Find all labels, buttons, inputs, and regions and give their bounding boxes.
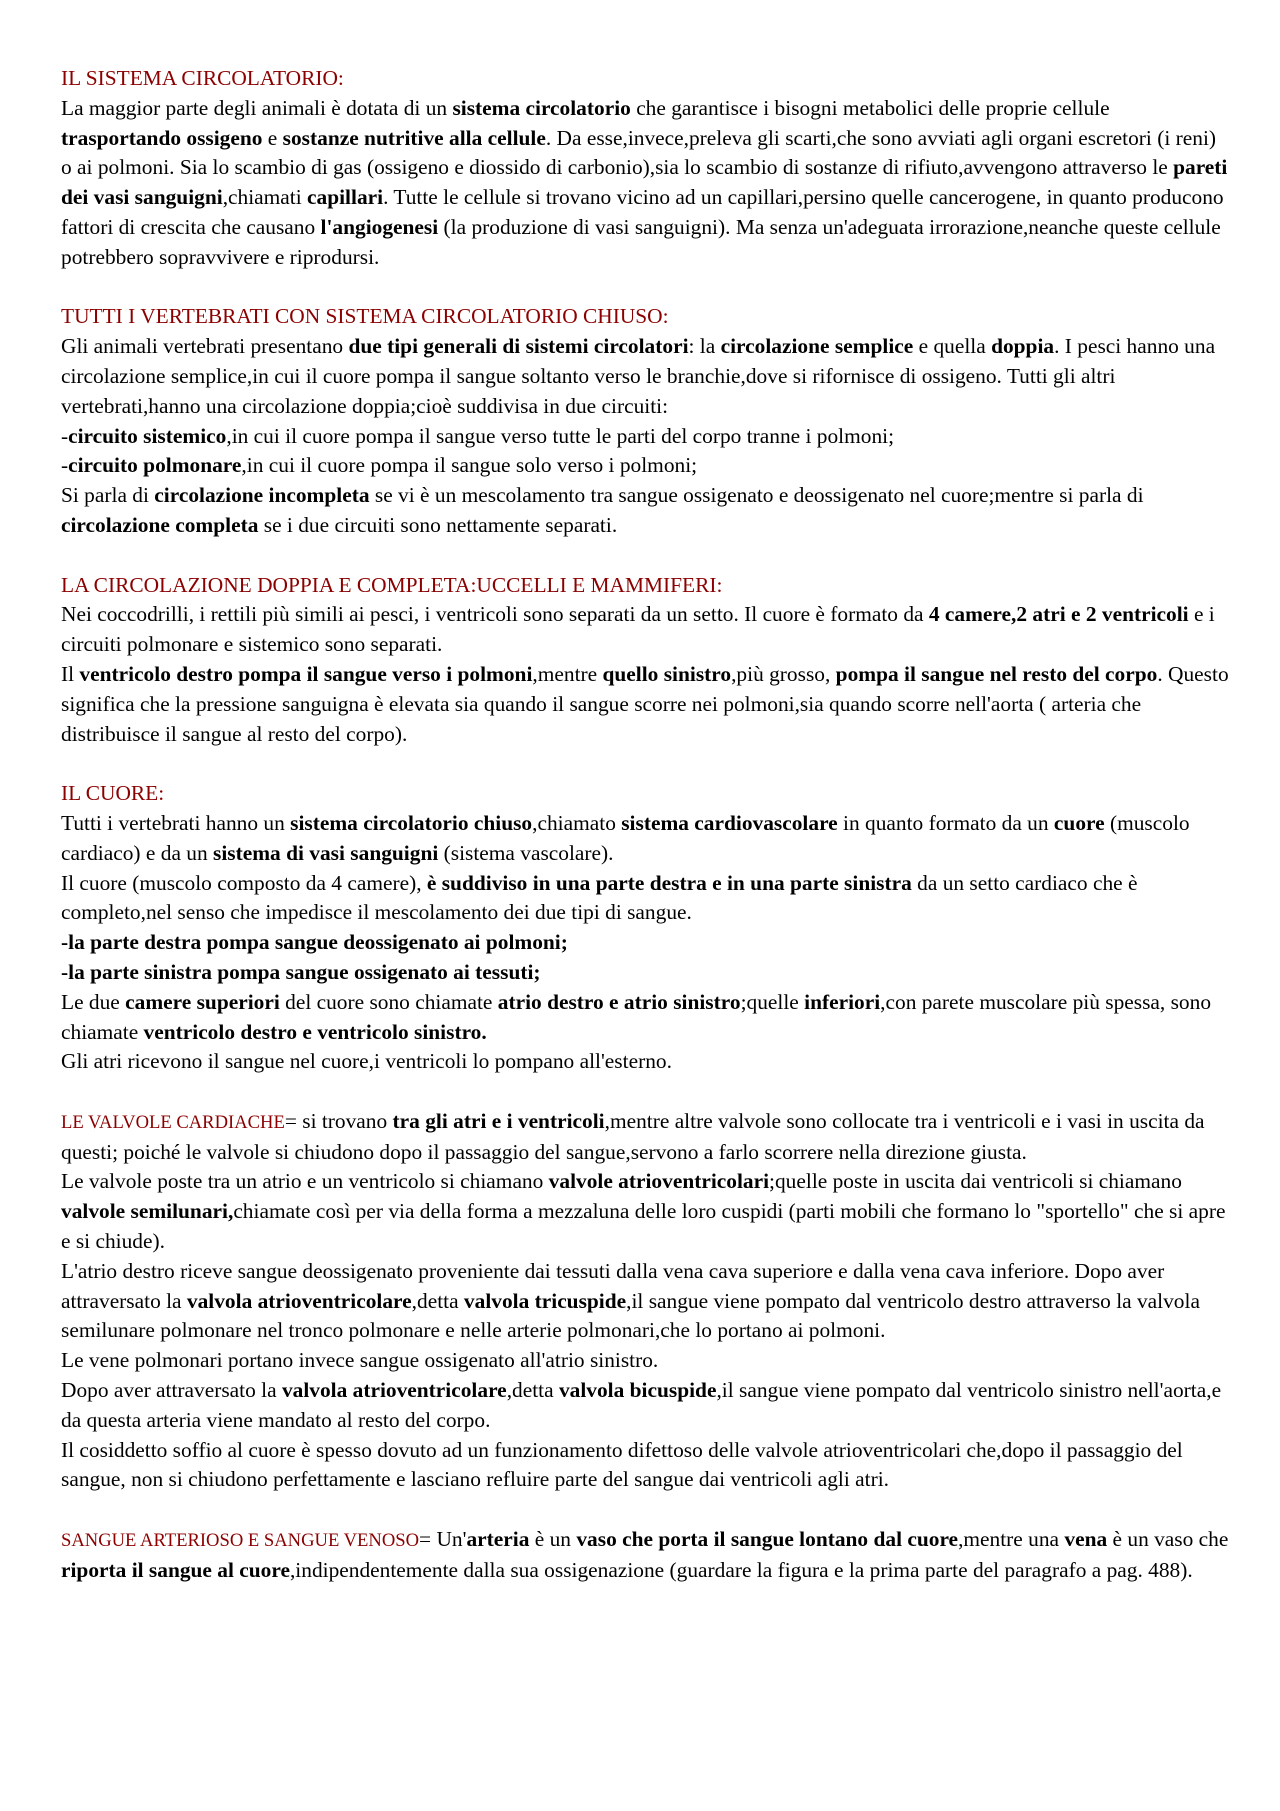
text-run: ,mentre: [532, 661, 603, 686]
section-heading: LA CIRCOLAZIONE DOPPIA E COMPLETA:UCCELLI E MAMMIFERI:: [61, 572, 723, 597]
text-run: ,chiamato: [532, 810, 622, 835]
bold-text: ventricolo destro e ventricolo sinistro.: [143, 1019, 487, 1044]
text-run: . Tutte le cellule si trovano vicino ad un capillari,persino quelle cancerogene, in quanto producono fattori di crescita che causano: [61, 185, 1224, 239]
paragraph: [61, 928, 1231, 958]
text-run: = si trovano: [284, 1108, 393, 1133]
bold-text: valvola bicuspide: [558, 1378, 717, 1403]
text-run: ,mentre altre valvole sono collocate tra i ventricoli e i vasi in uscita da questi; poiché le valvole si chiudono dopo il passaggio del sangue,servono a farlo scorrere nella direzione giusta.: [61, 1108, 1205, 1164]
text-run: . Questo significa che la pressione sanguigna è elevata sia quando il sangue scorre nei polmoni,sia quando scorre nell'aorta ( arteria che distribuisce il sangue al resto del corpo).: [61, 661, 1229, 746]
paragraph: [61, 988, 1231, 1048]
paragraph: [61, 94, 1231, 273]
text-run: è un: [529, 1527, 577, 1552]
text-run: e quella: [913, 334, 992, 359]
paragraph: [61, 1436, 1231, 1496]
text-run: ,con parete muscolare più spessa, sono chiamate: [61, 989, 1212, 1044]
text-run: che garantisce i bisogni metabolici delle proprie cellule: [630, 95, 1110, 120]
text-run: La maggior parte degli animali è dotata di un: [61, 95, 453, 120]
text-run: ,in cui il cuore pompa il sangue verso tutte le parti del corpo tranne i polmoni;: [226, 423, 895, 448]
bold-text: valvole atrioventricolari: [548, 1169, 770, 1194]
bold-text: vaso che porta il sangue lontano dal cuore: [576, 1527, 959, 1552]
text-run: (la produzione di vasi sanguigni). Ma senza un'adeguata irrorazione,neanche queste cellule potrebbero sopravvivere e riprodursi.: [61, 214, 1221, 269]
bold-text: arteria: [466, 1527, 530, 1552]
bold-text: tra gli atri e i ventricoli: [392, 1108, 605, 1133]
text-run: del cuore sono chiamate: [279, 989, 498, 1014]
text-run: ,indipendentemente dalla sua ossigenazione (guardare la figura e la prima parte del paragrafo a pag. 488).: [289, 1557, 1193, 1582]
document-page: [61, 64, 1231, 1586]
paragraph: [61, 422, 1231, 452]
text-run: ;quelle poste in uscita dai ventricoli si chiamano: [769, 1169, 1182, 1194]
text-run: . Da esse,invece,preleva gli scarti,che sono avviati agli organi escretori (i reni) o ai polmoni. Sia lo scambio di gas (ossigeno e diossido di carbonio),sia lo scambio di sostanze di rifiuto,avvengono attraverso le: [61, 125, 1217, 180]
paragraph: [61, 451, 1231, 481]
bold-text: -la parte destra pompa sangue deossigenato ai polmoni;: [61, 930, 568, 955]
bold-text: quello sinistro: [602, 661, 732, 686]
paragraph: [61, 1257, 1231, 1346]
section-heading: IL CUORE:: [61, 781, 165, 806]
section: [61, 302, 1231, 540]
text-run: Dopo aver attraversato la: [61, 1378, 282, 1403]
bold-text: sistema circolatorio: [452, 95, 631, 120]
text-run: Gli atri ricevono il sangue nel cuore,i ventricoli lo pompano all'esterno.: [61, 1049, 672, 1074]
text-run: ,il sangue viene pompato dal ventricolo destro attraverso la valvola semilunare polmonare nel tronco polmonare e nelle arterie polmonari,che lo portano ai polmoni.: [61, 1288, 1200, 1343]
text-run: se i due circuiti sono nettamente separati.: [258, 512, 618, 537]
text-run: -: [61, 423, 69, 448]
paragraph: [61, 1167, 1231, 1256]
text-run: (muscolo cardiaco) e da un: [61, 810, 1190, 865]
bold-text: camere superiori: [125, 989, 280, 1014]
text-run: Il cuore (muscolo composto da 4 camere),: [61, 870, 427, 895]
paragraph: [61, 958, 1231, 988]
section: [61, 64, 1231, 273]
bold-text: circuito sistemico: [68, 423, 227, 448]
bold-text: valvola atrioventricolare: [281, 1378, 507, 1403]
text-run: Il: [61, 661, 80, 686]
section-gap: [61, 749, 1231, 779]
text-run: Le vene polmonari portano invece sangue ossigenato all'atrio sinistro.: [61, 1348, 659, 1373]
text-run: Gli animali vertebrati presentano: [61, 334, 349, 359]
text-run: ,detta: [411, 1288, 464, 1313]
paragraph: [61, 1525, 1231, 1586]
text-run: ,in cui il cuore pompa il sangue solo verso i polmoni;: [241, 453, 698, 478]
text-run: -: [61, 453, 69, 478]
bold-text: sostanze nutritive alla cellule: [282, 125, 546, 150]
bold-text: valvole semilunari,: [61, 1199, 234, 1224]
bold-text: circuito polmonare: [68, 453, 242, 478]
text-run: e: [262, 125, 283, 150]
bold-text: l'angiogenesi: [320, 214, 439, 239]
bold-text: 4 camere,2 atri e 2 ventricoli: [928, 602, 1189, 627]
paragraph: [61, 1047, 1231, 1077]
paragraph: [61, 809, 1231, 869]
bold-text: vena: [1064, 1527, 1108, 1552]
bold-text: trasportando ossigeno: [61, 125, 263, 150]
paragraph: [61, 332, 1231, 421]
text-run: Le valvole poste tra un atrio e un ventricolo si chiamano: [61, 1169, 549, 1194]
section: [61, 1525, 1231, 1586]
section-heading: TUTTI I VERTEBRATI CON SISTEMA CIRCOLATORIO CHIUSO:: [61, 304, 669, 329]
section-gap: [61, 1077, 1231, 1107]
bold-text: inferiori: [804, 989, 881, 1014]
text-run: ,detta: [506, 1378, 559, 1403]
text-run: Nei coccodrilli, i rettili più simili ai pesci, i ventricoli sono separati da un setto. Il cuore è formato da: [61, 602, 929, 627]
inline-heading: LE VALVOLE CARDIACHE: [61, 1111, 285, 1133]
text-run: : la: [688, 334, 721, 359]
text-run: = Un': [419, 1527, 467, 1552]
text-run: e i circuiti polmonare e sistemico sono separati.: [61, 602, 1215, 657]
text-run: Le due: [61, 989, 126, 1014]
bold-text: sistema di vasi sanguigni: [213, 840, 439, 865]
paragraph: [61, 660, 1231, 749]
paragraph: [61, 600, 1231, 660]
paragraph: [61, 481, 1231, 541]
text-run: se vi è un mescolamento tra sangue ossigenato e deossigenato nel cuore;mentre si parla di: [369, 483, 1144, 508]
section: [61, 571, 1231, 750]
text-run: L'atrio destro riceve sangue deossigenato proveniente dai tessuti dalla vena cava superiore e dalla vena cava inferiore. Dopo aver attraversato la: [61, 1258, 1165, 1313]
text-run: ,il sangue viene pompato dal ventricolo sinistro nell'aorta,e da questa arteria viene mandato al resto del corpo.: [61, 1378, 1222, 1432]
text-run: ,chiamati: [222, 185, 308, 210]
inline-heading: SANGUE ARTERIOSO E SANGUE VENOSO: [61, 1530, 420, 1552]
text-run: è un vaso che: [1107, 1527, 1229, 1552]
text-run: chiamate così per via della forma a mezzaluna delle loro cuspidi (parti mobili che formano lo "sportello" che si apre e si chiude).: [61, 1199, 1226, 1254]
paragraph: [61, 1107, 1231, 1168]
paragraph: [61, 1346, 1231, 1376]
section: [61, 779, 1231, 1077]
bold-text: atrio destro e atrio sinistro: [497, 989, 741, 1014]
bold-text: è suddiviso in una parte destra e in una parte sinistra: [426, 870, 912, 895]
section-heading: IL SISTEMA CIRCOLATORIO:: [61, 66, 344, 90]
paragraph: [61, 869, 1231, 929]
bold-text: valvola atrioventricolare: [186, 1288, 412, 1313]
bold-text: due tipi generali di sistemi circolatori: [348, 334, 689, 359]
text-run: . I pesci hanno una circolazione semplice,in cui il cuore pompa il sangue soltanto verso le branchie,dove si rifornisce di ossigeno. Tutti gli altri vertebrati,hanno una circolazione doppia;cioè suddivisa in due circuiti:: [61, 334, 1216, 418]
text-run: in quanto formato da un: [837, 810, 1054, 835]
text-run: da un setto cardiaco che è completo,nel senso che impedisce il mescolamento dei due tipi di sangue.: [61, 870, 1138, 925]
bold-text: valvola tricuspide: [463, 1288, 627, 1313]
bold-text: ventricolo destro pompa il sangue verso i polmoni: [79, 661, 533, 686]
text-run: ,mentre una: [958, 1527, 1065, 1552]
bold-text: capillari: [307, 185, 384, 210]
section-gap: [61, 541, 1231, 571]
bold-text: circolazione completa: [61, 512, 259, 537]
bold-text: sistema circolatorio chiuso: [290, 810, 533, 835]
bold-text: -la parte sinistra pompa sangue ossigenato ai tessuti;: [61, 959, 541, 984]
bold-text: cuore: [1053, 810, 1105, 835]
bold-text: pompa il sangue nel resto del corpo: [835, 661, 1158, 686]
bold-text: circolazione semplice: [720, 334, 914, 359]
section-gap: [61, 1495, 1231, 1525]
text-run: Il cosiddetto soffio al cuore è spesso dovuto ad un funzionamento difettoso delle valvole atrioventricolari che,dopo il passaggio del sangue, non si chiudono perfettamente e lasciano refluire parte del sangue dai ventricoli agli atri.: [61, 1437, 1183, 1492]
text-run: ,più grosso,: [731, 661, 836, 686]
section: [61, 1107, 1231, 1495]
text-run: (sistema vascolare).: [438, 840, 614, 865]
paragraph: [61, 1376, 1231, 1436]
text-run: Tutti i vertebrati hanno un: [61, 810, 291, 835]
bold-text: sistema cardiovascolare: [621, 810, 838, 835]
text-run: Si parla di: [61, 483, 155, 508]
bold-text: pareti dei vasi sanguigni: [61, 155, 1228, 210]
text-run: ;quelle: [740, 989, 805, 1014]
bold-text: doppia: [991, 334, 1055, 359]
bold-text: circolazione incompleta: [154, 483, 370, 508]
bold-text: riporta il sangue al cuore: [61, 1557, 290, 1582]
section-gap: [61, 273, 1231, 303]
